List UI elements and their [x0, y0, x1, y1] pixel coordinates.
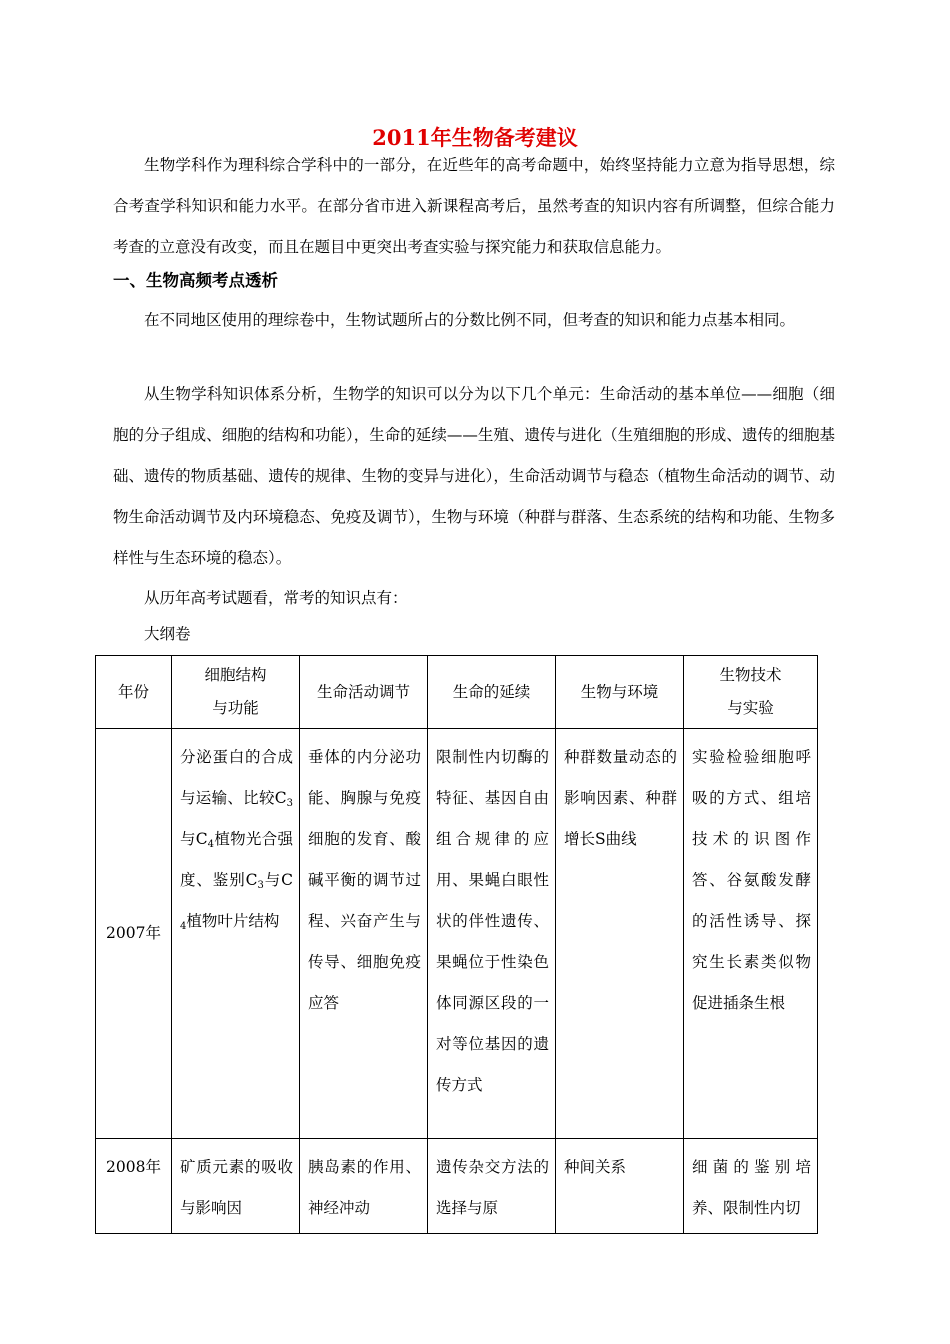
- exam-topics-table: [95, 655, 818, 1234]
- header-continuation: 生命的延续: [428, 656, 556, 729]
- year-cell: 2007年: [96, 729, 172, 1139]
- paragraph-3: 从历年高考试题看，常考的知识点有：: [144, 589, 408, 607]
- table-row: [96, 1139, 818, 1234]
- cell-structure-cell: 矿质元素的吸收与影响因: [172, 1139, 300, 1234]
- header-biotech: 生物技术 与实验: [684, 656, 818, 729]
- section-heading: 一、生物高频考点透析: [113, 271, 278, 290]
- biotech-cell: 实验检验细胞呼吸的方式、组培技术的识图作答、谷氨酸发酵的活性诱导、探究生长素类似物促进插条生根: [684, 729, 818, 1139]
- table-label: 大纲卷: [144, 625, 191, 643]
- biotech-cell: 细菌的鉴别培养、限制性内切: [684, 1139, 818, 1234]
- header-year: 年份: [96, 656, 172, 729]
- cell-structure-cell: 分泌蛋白的合成与运输、比较$C_3$与$C_4$植物光合强度、鉴别$C_3$与$C_4$植物叶片结构: [172, 729, 300, 1139]
- paragraph-2: 从生物学科知识体系分析，生物学的知识可以分为以下几个单元：生命活动的基本单位——细胞（细胞的分子组成、细胞的结构和功能），生命的延续——生殖、遗传与进化（生殖细胞的形成、遗传的细胞基础、遗传的物质基础、遗传的规律、生物的变异与进化），生命活动调节与稳态（植物生命活动的调节、动物生命活动调节及内环境稳态、免疫及调节），生物与环境（种群与群落、生态系统的结构和功能、生物多样性与生态环境的稳态）。: [113, 385, 835, 567]
- paragraph-1: 在不同地区使用的理综卷中，生物试题所占的分数比例不同，但考查的知识和能力点基本相同。: [144, 311, 796, 329]
- document-title: 2011年生物备考建议: [372, 125, 578, 150]
- year-cell: 2008年: [96, 1139, 172, 1234]
- continuation-cell: 限制性内切酶的特征、基因自由组合规律的应用、果蝇白眼性状的伴性遗传、果蝇位于性染色体同源区段的一对等位基因的遗传方式: [428, 729, 556, 1139]
- table-header-row: [96, 656, 818, 729]
- regulation-cell: 垂体的内分泌功能、胸腺与免疫细胞的发育、酸碱平衡的调节过程、兴奋产生与传导、细胞免疫应答: [300, 729, 428, 1139]
- header-cell-structure: 细胞结构 与功能: [172, 656, 300, 729]
- environment-cell: 种间关系: [556, 1139, 684, 1234]
- table-row: [96, 729, 818, 1139]
- header-environment: 生物与环境: [556, 656, 684, 729]
- continuation-cell: 遗传杂交方法的选择与原: [428, 1139, 556, 1234]
- regulation-cell: 胰岛素的作用、神经冲动: [300, 1139, 428, 1234]
- header-regulation: 生命活动调节: [300, 656, 428, 729]
- intro-paragraph: 生物学科作为理科综合学科中的一部分，在近些年的高考命题中，始终坚持能力立意为指导思想，综合考查学科知识和能力水平。在部分省市进入新课程高考后，虽然考查的知识内容有所调整，但综合能力考查的立意没有改变，而且在题目中更突出考查实验与探究能力和获取信息能力。: [113, 156, 835, 256]
- environment-cell: 种群数量动态的影响因素、种群增长S曲线: [556, 729, 684, 1139]
